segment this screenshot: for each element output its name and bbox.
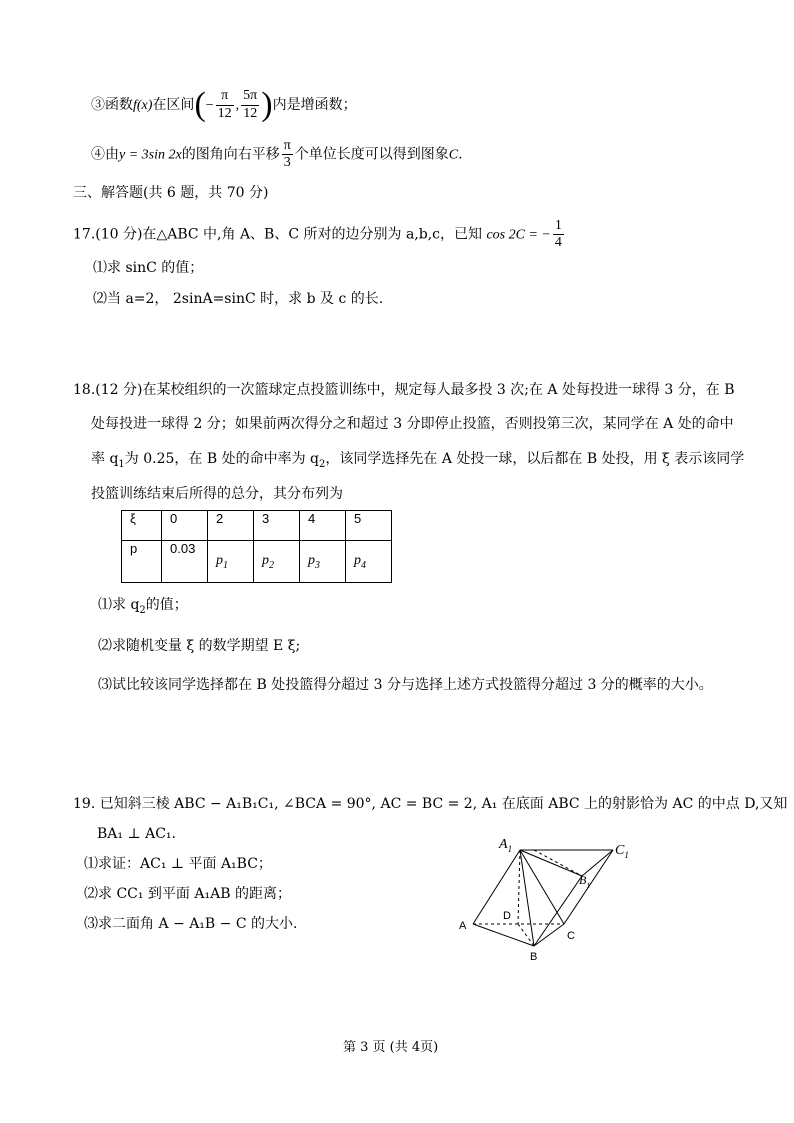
- label-b: B: [530, 951, 538, 963]
- table-cell: 2: [208, 511, 254, 541]
- q17-frac: [553, 218, 564, 251]
- q19-part1: ⑴求证：AC₁ ⊥ 平面 A₁BC；: [84, 856, 272, 872]
- item-3-prefix: ③函数: [91, 97, 133, 113]
- item-4-eq: y = 3sin 2x: [119, 147, 182, 163]
- table-row: [122, 511, 392, 541]
- q17-part1: ⑴求 sinC 的值；: [93, 260, 204, 276]
- edge-bc: [534, 924, 564, 946]
- p-symbol: p: [308, 552, 315, 568]
- item-3: ③函数f(x)在区间(− $\frac{\pi}{12}$ , $\frac{5\pi}{12}$ )内是增函数；: [91, 86, 357, 123]
- p-symbol: p: [354, 552, 361, 568]
- q17-part2: ⑵当 a=2， 2sinA=sinC 时，求 b 及 c 的长.: [93, 291, 384, 307]
- item-4-dot: .: [458, 146, 463, 163]
- edge-diag-hidden: [534, 850, 582, 876]
- item-3-suffix: 内是增函数；: [272, 97, 357, 113]
- q18-line3c: ，该同学选择先在 A 处投一球，以后都在 B 处投，用 ξ 表示该同学: [325, 451, 745, 467]
- q18-part1a: ⑴求 q: [98, 597, 140, 613]
- item-3-comma: ,: [235, 98, 240, 113]
- edge-a1d-hidden: [518, 850, 520, 924]
- section-3-heading: 三、解答题(共 6 题，共 70 分): [73, 185, 269, 201]
- table-cell: 0: [162, 511, 208, 541]
- table-cell: ξ: [122, 511, 162, 541]
- q17-stem-text: 17.(10 分)在△ABC 中,角 A、B、C 所对的边分别为 a,b,c，已知: [73, 226, 482, 243]
- item-3-neg: −: [205, 98, 214, 113]
- item-3-mid: 在区间: [152, 97, 195, 113]
- q17-frac-num: 1: [553, 218, 564, 235]
- q18-part1b: 的值；: [145, 597, 188, 613]
- item-4-frac-num: π: [282, 138, 293, 155]
- frac1-num: π: [216, 88, 234, 105]
- q17-stem: [73, 218, 566, 251]
- item-4-frac: [282, 138, 293, 171]
- table-cell: [346, 541, 392, 583]
- item-4-prefix: ④由: [91, 146, 119, 163]
- item-4-frac-den: 3: [283, 155, 291, 171]
- table-row: [122, 541, 392, 583]
- edge-a1c: [520, 850, 564, 924]
- table-cell: 5: [346, 511, 392, 541]
- table-cell: 3: [254, 511, 300, 541]
- table-cell: [208, 541, 254, 583]
- label-c1: $C_1$: [615, 843, 629, 860]
- p-symbol: p: [216, 552, 223, 568]
- label-b1: $B_1$: [579, 873, 591, 890]
- edge-a1b1: [520, 850, 582, 876]
- item-4: [91, 138, 463, 171]
- q17-cond: cos 2C = −: [486, 227, 551, 243]
- q18-line4: 投篮训练结束后所得的总分，其分布列为: [91, 486, 343, 502]
- q18-part1-sub: 2: [139, 604, 146, 616]
- q19-part3: ⑶求二面角 A − A₁B − C 的大小.: [84, 916, 298, 932]
- label-c: C: [567, 930, 575, 942]
- p-symbol: p: [262, 552, 269, 568]
- p-sub: 4: [361, 559, 366, 571]
- q17-frac-den: 4: [554, 235, 562, 251]
- edge-a1b: [520, 850, 534, 946]
- label-d: D: [503, 910, 511, 922]
- table-cell: 4: [300, 511, 346, 541]
- item-3-frac1: [216, 88, 234, 121]
- q18-line3a: 率 q: [91, 451, 119, 467]
- item-4-c: C: [448, 147, 459, 163]
- table-cell: 0.03: [162, 541, 208, 583]
- q19-line1: 19. 已知斜三棱 ABC − A₁B₁C₁, ∠BCA = 90°, AC = BC = 2, A₁ 在底面 ABC 上的射影恰为 AC 的中点 D,又知: [73, 796, 788, 812]
- item-3-fx: f(x): [133, 98, 153, 113]
- table-cell: [300, 541, 346, 583]
- p-sub: 1: [223, 559, 228, 571]
- q18-part1: [98, 597, 188, 617]
- q18-line3-sub2: 2: [319, 458, 326, 470]
- item-4-mid: 的图角向右平移: [181, 146, 280, 163]
- table-cell: [254, 541, 300, 583]
- q18-part2: ⑵求随机变量 ξ 的数学期望 E ξ;: [98, 638, 301, 654]
- distribution-table: [121, 510, 392, 583]
- q18-line2: 处每投进一球得 2 分；如果前两次得分之和超过 3 分即停止投篮，否则投第三次，某同学在 A 处的命中: [91, 416, 734, 432]
- q18-line1: 18.(12 分)在某校组织的一次篮球定点投篮训练中，规定每人最多投 3 次;在 A 处每投进一球得 3 分，在 B: [73, 382, 735, 398]
- q19-part2: ⑵求 CC₁ 到平面 A₁AB 的距离；: [84, 886, 291, 902]
- q18-line3-sub1: 1: [118, 458, 125, 470]
- edge-b1c1: [582, 850, 613, 876]
- item-3-frac2: [241, 88, 259, 121]
- p-sub: 3: [315, 559, 320, 571]
- table-cell: p: [122, 541, 162, 583]
- prism-figure: [455, 828, 635, 968]
- frac2-num: 5π: [241, 88, 259, 105]
- p-sub: 2: [269, 559, 274, 571]
- q19-line2: BA₁ ⊥ AC₁.: [97, 826, 176, 842]
- q18-line3: [91, 451, 744, 471]
- frac2-den: 12: [243, 105, 258, 121]
- edge-aa1: [473, 850, 520, 924]
- q18-line3b: 为 0.25，在 B 处的命中率为 q: [124, 451, 320, 467]
- item-4-suffix: 个单位长度可以得到图象: [294, 146, 449, 163]
- label-a: A: [459, 920, 467, 932]
- edge-ab: [473, 924, 534, 946]
- page-footer: 第 3 页 (共 4页): [343, 1040, 439, 1055]
- q18-part3: ⑶试比较该同学选择都在 B 处投篮得分超过 3 分与选择上述方式投篮得分超过 3 分的概率的大小。: [98, 677, 713, 693]
- frac1-den: 12: [217, 105, 232, 121]
- label-a1: $A_1$: [499, 837, 513, 854]
